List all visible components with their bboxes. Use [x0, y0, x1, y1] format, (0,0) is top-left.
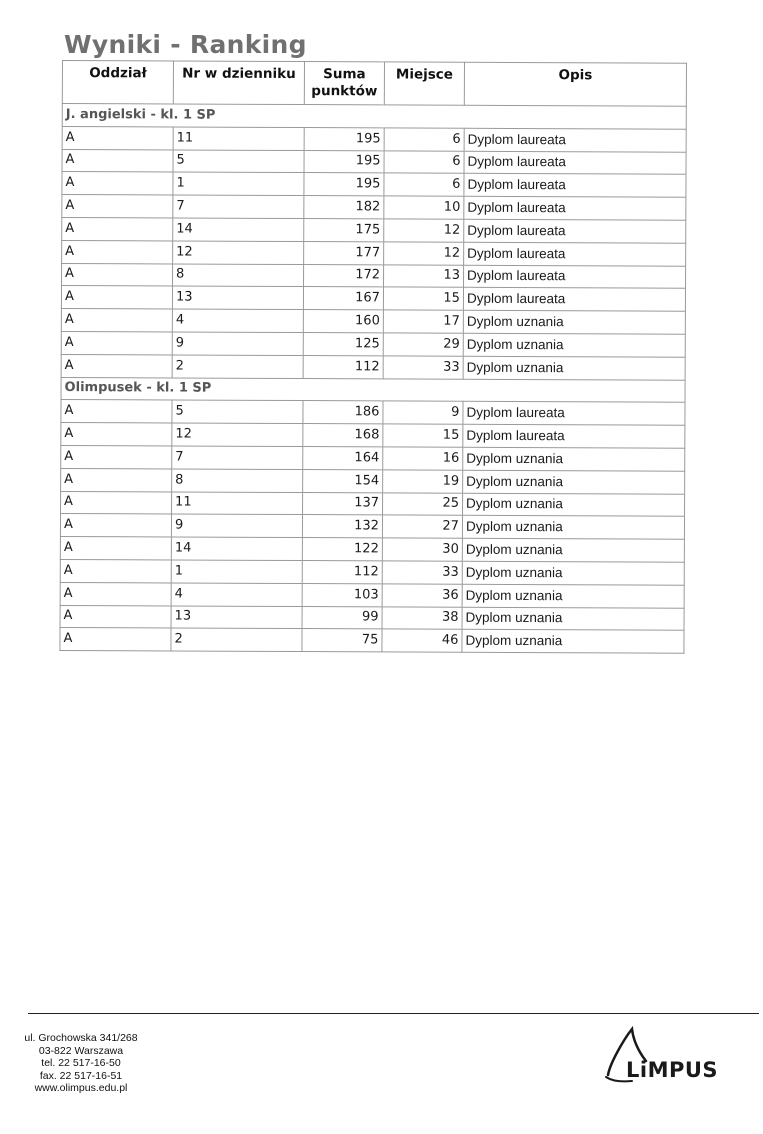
table-row [61, 491, 685, 517]
cell-opis: Dyplom laureata [464, 265, 686, 289]
cell-suma: 186 [303, 401, 383, 424]
cell-oddzial: A [60, 628, 171, 651]
table-row [61, 400, 685, 426]
cell-opis: Dyplom uznania [462, 538, 684, 562]
table-row [62, 240, 686, 266]
cell-oddzial: A [62, 263, 173, 286]
cell-opis: Dyplom uznania [463, 333, 685, 357]
cell-miejsce: 29 [383, 333, 463, 356]
cell-miejsce: 9 [383, 401, 463, 424]
cell-nr: 14 [173, 218, 304, 241]
cell-oddzial: A [61, 354, 172, 377]
table-row [61, 331, 685, 357]
table-row [61, 423, 685, 449]
cell-nr: 4 [172, 309, 303, 332]
cell-suma: 195 [304, 173, 384, 196]
cell-suma: 125 [303, 333, 383, 356]
cell-opis: Dyplom laureata [463, 402, 685, 426]
cell-miejsce: 12 [384, 219, 464, 242]
cell-suma: 164 [303, 447, 383, 470]
column-header-nr: Nr w dzienniku [173, 61, 304, 105]
address-line: www.olimpus.edu.pl [34, 1082, 128, 1094]
table-row [61, 468, 685, 494]
cell-miejsce: 46 [382, 629, 462, 652]
cell-nr: 12 [172, 423, 303, 446]
cell-nr: 9 [171, 514, 302, 537]
cell-suma: 99 [302, 606, 382, 629]
cell-oddzial: A [61, 491, 172, 514]
cell-miejsce: 36 [382, 584, 462, 607]
cell-opis: Dyplom uznania [462, 607, 684, 631]
cell-opis: Dyplom uznania [463, 447, 685, 471]
table-row [60, 605, 684, 631]
cell-suma: 177 [304, 241, 384, 264]
cell-nr: 7 [173, 195, 304, 218]
cell-opis: Dyplom laureata [464, 174, 686, 198]
cell-opis: Dyplom laureata [463, 288, 685, 312]
table-row [61, 309, 685, 335]
cell-opis: Dyplom laureata [464, 219, 686, 243]
cell-opis: Dyplom laureata [463, 424, 685, 448]
cell-miejsce: 27 [382, 515, 462, 538]
table-row [62, 172, 686, 198]
cell-miejsce: 12 [384, 242, 464, 265]
cell-oddzial: A [61, 331, 172, 354]
column-header-oddzial: Oddział [62, 61, 173, 104]
cell-opis: Dyplom laureata [464, 128, 686, 152]
page-title: Wyniki - Ranking [64, 30, 307, 59]
cell-miejsce: 15 [383, 424, 463, 447]
table-row [61, 445, 685, 471]
cell-suma: 195 [304, 127, 384, 150]
cell-miejsce: 16 [383, 447, 463, 470]
section-row [61, 377, 685, 403]
footer-address [16, 1032, 146, 1095]
cell-suma: 175 [304, 219, 384, 242]
cell-opis: Dyplom uznania [462, 630, 684, 654]
footer-divider [28, 1013, 759, 1014]
cell-suma: 122 [302, 538, 382, 561]
cell-suma: 132 [302, 515, 382, 538]
cell-oddzial: A [60, 537, 171, 560]
cell-nr: 13 [171, 606, 302, 629]
section-title: J. angielski - kl. 1 SP [62, 104, 686, 130]
cell-miejsce: 6 [384, 151, 464, 174]
cell-oddzial: A [60, 514, 171, 537]
cell-suma: 182 [304, 196, 384, 219]
table-header-row [62, 61, 686, 107]
cell-miejsce: 13 [384, 264, 464, 287]
table-row [60, 537, 684, 563]
cell-nr: 5 [172, 400, 303, 423]
cell-suma: 75 [302, 629, 382, 652]
cell-oddzial: A [62, 172, 173, 195]
cell-suma: 167 [303, 287, 383, 310]
cell-oddzial: A [62, 240, 173, 263]
cell-nr: 9 [172, 332, 303, 355]
cell-miejsce: 30 [382, 538, 462, 561]
cell-nr: 8 [173, 264, 304, 287]
cell-nr: 8 [172, 469, 303, 492]
cell-miejsce: 25 [383, 492, 463, 515]
cell-miejsce: 6 [384, 128, 464, 151]
cell-oddzial: A [60, 582, 171, 605]
cell-oddzial: A [61, 468, 172, 491]
cell-oddzial: A [62, 217, 173, 240]
cell-opis: Dyplom uznania [462, 561, 684, 585]
cell-suma: 154 [303, 469, 383, 492]
cell-miejsce: 10 [384, 196, 464, 219]
cell-nr: 1 [171, 560, 302, 583]
cell-opis: Dyplom uznania [462, 584, 684, 608]
cell-suma: 172 [304, 264, 384, 287]
cell-oddzial: A [62, 195, 173, 218]
cell-suma: 195 [304, 150, 384, 173]
cell-opis: Dyplom uznania [463, 470, 685, 494]
table-row [62, 263, 686, 289]
cell-nr: 2 [172, 355, 303, 378]
cell-opis: Dyplom laureata [464, 196, 686, 220]
address-line: tel. 22 517-16-50 [41, 1057, 121, 1069]
cell-nr: 5 [173, 150, 304, 173]
address-line: 03-822 Warszawa [38, 1044, 124, 1057]
cell-oddzial: A [60, 605, 171, 628]
cell-oddzial: A [60, 559, 171, 582]
cell-oddzial: A [62, 126, 173, 149]
cell-nr: 11 [172, 492, 303, 515]
table-body [60, 104, 686, 654]
cell-opis: Dyplom laureata [464, 242, 686, 266]
cell-nr: 12 [173, 241, 304, 264]
cell-nr: 2 [171, 628, 302, 651]
cell-nr: 14 [171, 537, 302, 560]
cell-oddzial: A [61, 286, 172, 309]
cell-miejsce: 33 [383, 356, 463, 379]
cell-oddzial: A [61, 445, 172, 468]
ranking-table [59, 60, 687, 654]
cell-opis: Dyplom uznania [463, 493, 685, 517]
address-line: ul. Grochowska 341/268 [24, 1032, 138, 1044]
cell-miejsce: 6 [384, 173, 464, 196]
cell-nr: 11 [173, 127, 304, 150]
cell-nr: 4 [171, 583, 302, 606]
cell-miejsce: 15 [383, 287, 463, 310]
table-row [62, 126, 686, 152]
cell-suma: 137 [303, 492, 383, 515]
table-row [60, 559, 684, 585]
cell-oddzial: A [62, 149, 173, 172]
table-row [61, 286, 685, 312]
cell-opis: Dyplom laureata [464, 151, 686, 175]
olimpus-logo [602, 1025, 752, 1087]
cell-miejsce: 38 [382, 606, 462, 629]
cell-opis: Dyplom uznania [462, 516, 684, 540]
cell-suma: 103 [302, 583, 382, 606]
cell-miejsce: 33 [382, 561, 462, 584]
column-header-opis: Opis [464, 62, 686, 106]
table-row [62, 149, 686, 175]
cell-suma: 168 [303, 424, 383, 447]
cell-oddzial: A [61, 309, 172, 332]
cell-oddzial: A [61, 400, 172, 423]
cell-nr: 13 [172, 286, 303, 309]
cell-miejsce: 17 [383, 310, 463, 333]
svg-text:LiMPUS: LiMPUS [626, 1058, 719, 1082]
table-row [60, 628, 684, 654]
column-header-suma: Suma punktów [304, 62, 384, 105]
table-row [62, 217, 686, 243]
cell-suma: 112 [302, 560, 382, 583]
table-row [60, 582, 684, 608]
table-row [60, 514, 684, 540]
cell-suma: 112 [303, 355, 383, 378]
address-line: fax. 22 517-16-51 [39, 1069, 123, 1082]
cell-nr: 1 [173, 172, 304, 195]
cell-miejsce: 19 [383, 470, 463, 493]
table-row [61, 354, 685, 380]
section-row [62, 104, 686, 130]
cell-oddzial: A [61, 423, 172, 446]
column-header-miejsce: Miejsce [384, 62, 464, 105]
cell-suma: 160 [303, 310, 383, 333]
section-title: Olimpusek - kl. 1 SP [61, 377, 685, 403]
cell-nr: 7 [172, 446, 303, 469]
table-row [62, 195, 686, 221]
cell-opis: Dyplom uznania [463, 356, 685, 380]
cell-opis: Dyplom uznania [463, 310, 685, 334]
